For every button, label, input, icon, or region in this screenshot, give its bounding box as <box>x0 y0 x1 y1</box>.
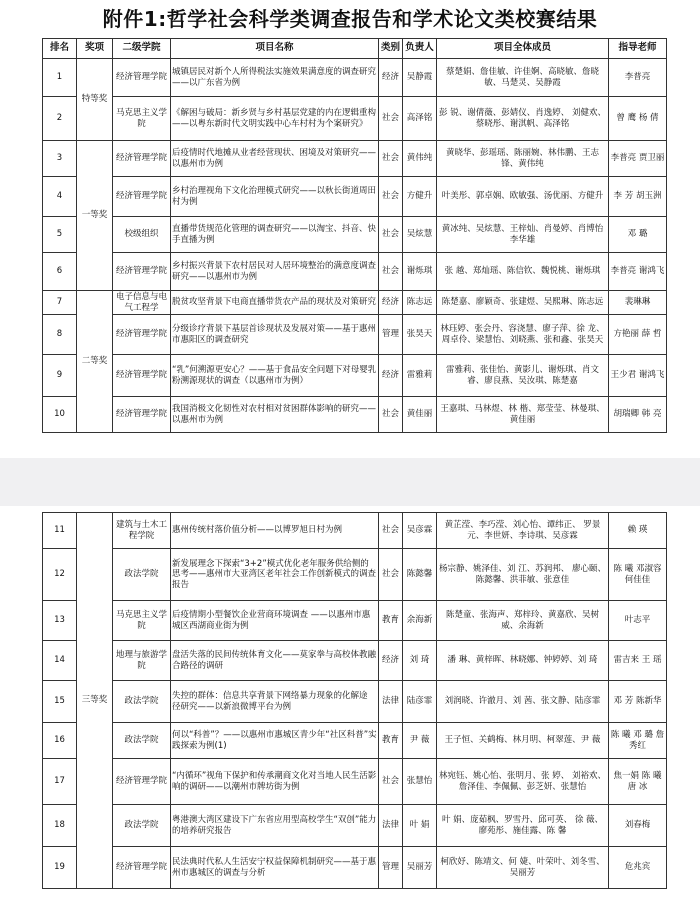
project-cell: 后疫情期小型餐饮企业营商环境调查 ——以惠州市惠城区西湖商业街为例 <box>171 601 379 641</box>
members-cell: 王子恒、关鹤梅、林月明、柯翠莲、尹 薇 <box>437 723 609 759</box>
table-row <box>43 291 667 315</box>
rank-cell: 5 <box>43 217 77 253</box>
table-row <box>43 141 667 177</box>
leader-cell: 高泽铭 <box>403 97 437 141</box>
header-college: 二级学院 <box>113 39 171 59</box>
college-cell: 经济管理学院 <box>113 59 171 97</box>
college-cell: 电子信息与电气工程学 <box>113 291 171 315</box>
project-cell: 脱贫攻坚背景下电商直播带货农产品的现状及对策研究 <box>171 291 379 315</box>
project-cell: 何以“科普”？——以惠州市惠城区青少年“社区科普”实践探索为例(1) <box>171 723 379 759</box>
table-row <box>43 723 667 759</box>
rank-cell: 8 <box>43 315 77 355</box>
advisor-cell: 邓 璐 <box>609 217 667 253</box>
members-cell: 柯欣妤、陈靖文、何 婕、叶荣叶、刘冬雪、吴丽芳 <box>437 847 609 889</box>
members-cell: 叶 娟、庞茹枫、罗雪丹、邱可英、 徐 薇、廖苑彤、施佳露、陈 馨 <box>437 805 609 847</box>
college-cell: 经济管理学院 <box>113 253 171 291</box>
rank-cell: 19 <box>43 847 77 889</box>
college-cell: 地理与旅游学院 <box>113 641 171 681</box>
members-cell: 林宛钰、姚心怡、张明月、张 婷、 刘裕欢、詹泽佳、李佩佩、彭芝妍、张慧怡 <box>437 759 609 805</box>
rank-cell: 12 <box>43 549 77 601</box>
category-cell: 社会 <box>379 513 403 549</box>
leader-cell: 陆彦霏 <box>403 681 437 723</box>
leader-cell: 吴丽芳 <box>403 847 437 889</box>
table-row <box>43 759 667 805</box>
leader-cell: 雷雅莉 <box>403 355 437 397</box>
category-cell: 经济 <box>379 59 403 97</box>
category-cell: 经济 <box>379 355 403 397</box>
leader-cell: 陈志远 <box>403 291 437 315</box>
members-cell: 杨宗静、姚泽佳、刘 江、苏润邦、 廖心颐、陈懿馨、洪菲敏、张意佳 <box>437 549 609 601</box>
table-row <box>43 681 667 723</box>
rank-cell: 17 <box>43 759 77 805</box>
leader-cell: 吴静霞 <box>403 59 437 97</box>
members-cell: 蔡楚娟、詹佳敏、许佳婀、高晓敏、詹晓敏、马楚灵、吴静霞 <box>437 59 609 97</box>
advisor-cell: 陈 曦 邓 璐 詹秀红 <box>609 723 667 759</box>
table-row <box>43 97 667 141</box>
category-cell: 社会 <box>379 97 403 141</box>
project-cell: “乳”何溯源更安心？——基于食品安全问题下对母婴乳粉溯源现状的调查（以惠州市为例） <box>171 355 379 397</box>
award-cell-first: 一等奖 <box>77 141 113 291</box>
college-cell: 建筑与土木工程学院 <box>113 513 171 549</box>
category-cell: 社会 <box>379 177 403 217</box>
header-advisor: 指导老师 <box>609 39 667 59</box>
members-cell: 黄芷滢、李巧滢、刘心怡、谭纬正、 罗景元、李世妍、李诗琪、吴彦霖 <box>437 513 609 549</box>
header-members: 项目全体成员 <box>437 39 609 59</box>
project-cell: 盘活失落的民间传统体育文化——莫家拳与高校体教融合路径的调研 <box>171 641 379 681</box>
table-row <box>43 513 667 549</box>
project-cell: 城镇居民对新个人所得税法实施效果满意度的调查研究 ——以广东省为例 <box>171 59 379 97</box>
rank-cell: 9 <box>43 355 77 397</box>
results-table-page-2 <box>42 512 667 889</box>
project-cell: 我国消极文化韧性对农村相对贫困群体影响的研究——以惠州市为例 <box>171 397 379 433</box>
project-cell: “内循环”视角下保护和传承潮商文化对当地人民生活影响的调研——以潮州市牌坊街为例 <box>171 759 379 805</box>
table-row <box>43 217 667 253</box>
leader-cell: 陈懿馨 <box>403 549 437 601</box>
leader-cell: 刘 琦 <box>403 641 437 681</box>
category-cell: 法律 <box>379 681 403 723</box>
category-cell: 管理 <box>379 315 403 355</box>
category-cell: 教育 <box>379 601 403 641</box>
rank-cell: 15 <box>43 681 77 723</box>
advisor-cell: 胡瑞卿 韩 亮 <box>609 397 667 433</box>
advisor-cell: 刘春梅 <box>609 805 667 847</box>
leader-cell: 谢烁琪 <box>403 253 437 291</box>
rank-cell: 14 <box>43 641 77 681</box>
leader-cell: 方健升 <box>403 177 437 217</box>
project-cell: 乡村振兴背景下农村居民对人居环境整治的满意度调查研究——以惠州市为例 <box>171 253 379 291</box>
leader-cell: 余海新 <box>403 601 437 641</box>
rank-cell: 1 <box>43 59 77 97</box>
leader-cell: 尹 薇 <box>403 723 437 759</box>
leader-cell: 张昊天 <box>403 315 437 355</box>
advisor-cell: 李普亮 <box>609 59 667 97</box>
leader-cell: 吴炫慧 <box>403 217 437 253</box>
advisor-cell: 裴琳琳 <box>609 291 667 315</box>
college-cell: 马克思主义学院 <box>113 601 171 641</box>
members-cell: 刘润晓、许澈月、刘 茜、张文静、陆彦霏 <box>437 681 609 723</box>
college-cell: 政法学院 <box>113 805 171 847</box>
project-cell: 民法典时代私人生活安宁权益保障机制研究——基于惠州市惠城区的调查与分析 <box>171 847 379 889</box>
rank-cell: 6 <box>43 253 77 291</box>
project-cell: 后疫情时代地摊从业者经营现状、困境及对策研究——以惠州市为例 <box>171 141 379 177</box>
project-cell: 粤港澳大湾区建设下广东省应用型高校学生“双创”能力的培养研究报告 <box>171 805 379 847</box>
category-cell: 社会 <box>379 253 403 291</box>
project-cell: 新发展理念下探索“3+2”模式优化老年服务供给侧的思考——惠州市大亚湾区老年社会工作创新模式的调查报告 <box>171 549 379 601</box>
award-cell-second: 二等奖 <box>77 291 113 433</box>
rank-cell: 2 <box>43 97 77 141</box>
rank-cell: 4 <box>43 177 77 217</box>
table-row <box>43 805 667 847</box>
table-row <box>43 601 667 641</box>
project-cell: 惠州传统村落价值分析——以博罗旭日村为例 <box>171 513 379 549</box>
leader-cell: 张慧怡 <box>403 759 437 805</box>
members-cell: 彭 锐、谢倩薇、彭婧仪、肖逸婷、 刘健欢、蔡晓彤、谢淇帆、高泽铭 <box>437 97 609 141</box>
category-cell: 经济 <box>379 291 403 315</box>
category-cell: 社会 <box>379 217 403 253</box>
members-cell: 林珏婷、张会丹、容浇慧、廖子萍、徐 龙、周卓伶、梁慧怡、刘晓燕、张和鑫、张昊天 <box>437 315 609 355</box>
table-row <box>43 253 667 291</box>
advisor-cell: 李 芳 胡玉洲 <box>609 177 667 217</box>
header-row <box>43 39 667 59</box>
leader-cell: 黄伟纯 <box>403 141 437 177</box>
college-cell: 经济管理学院 <box>113 355 171 397</box>
college-cell: 政法学院 <box>113 549 171 601</box>
advisor-cell: 陈 曦 邓淑容 何佳佳 <box>609 549 667 601</box>
members-cell: 黄冰纯、吴炫慧、王梓灿、肖曼婷、肖博怡 李华雄 <box>437 217 609 253</box>
project-cell: 《解困与破局：新乡贤与乡村基层党建的内在逻辑重构 ——以粤东新时代文明实践中心车村村为个案研究》 <box>171 97 379 141</box>
header-rank: 排名 <box>43 39 77 59</box>
advisor-cell: 李普亮 贾卫丽 <box>609 141 667 177</box>
project-cell: 分级诊疗背景下基层首诊现状及发展对策——基于惠州市惠阳区的调查研究 <box>171 315 379 355</box>
award-cell-third: 三等奖 <box>77 513 113 889</box>
project-cell: 失控的群体：信息共享背景下网络暴力现象的化解途 径研究——以新浪微博平台为例 <box>171 681 379 723</box>
rank-cell: 10 <box>43 397 77 433</box>
category-cell: 教育 <box>379 723 403 759</box>
table-row <box>43 59 667 97</box>
header-project: 项目名称 <box>171 39 379 59</box>
advisor-cell: 焦一娟 陈 曦 唐 冰 <box>609 759 667 805</box>
table-row <box>43 355 667 397</box>
category-cell: 社会 <box>379 549 403 601</box>
members-cell: 叶美彤、郭卓娴、欧敏强、汤优丽、方健升 <box>437 177 609 217</box>
college-cell: 马克思主义学院 <box>113 97 171 141</box>
header-leader: 负责人 <box>403 39 437 59</box>
advisor-cell: 王少君 谢鸿飞 <box>609 355 667 397</box>
rank-cell: 16 <box>43 723 77 759</box>
category-cell: 法律 <box>379 805 403 847</box>
category-cell: 社会 <box>379 759 403 805</box>
table-row <box>43 177 667 217</box>
college-cell: 政法学院 <box>113 681 171 723</box>
award-cell-special: 特等奖 <box>77 59 113 141</box>
category-cell: 社会 <box>379 397 403 433</box>
rank-cell: 7 <box>43 291 77 315</box>
rank-cell: 13 <box>43 601 77 641</box>
category-cell: 管理 <box>379 847 403 889</box>
members-cell: 张 越、郑灿瑶、陈信钦、魏悦桃、谢烁琪 <box>437 253 609 291</box>
members-cell: 黄晓华、彭瑶瑶、陈丽婉、林伟鹏、王志锋、黄伟纯 <box>437 141 609 177</box>
advisor-cell: 曾 鹰 杨 倩 <box>609 97 667 141</box>
members-cell: 潘 琳、黄梓晖、林晓娜、钟婷婷、刘 琦 <box>437 641 609 681</box>
members-cell: 王嘉琪、马林煜、林 楷、郑莹莹、林曼琪、黄佳丽 <box>437 397 609 433</box>
page-break <box>0 458 700 506</box>
advisor-cell: 赖 瑛 <box>609 513 667 549</box>
table-row <box>43 847 667 889</box>
page-title: 附件1:哲学社会科学类调查报告和学术论文类校赛结果 <box>102 7 598 31</box>
table-row <box>43 315 667 355</box>
rank-cell: 3 <box>43 141 77 177</box>
advisor-cell: 雷吉来 王 瑶 <box>609 641 667 681</box>
college-cell: 经济管理学院 <box>113 397 171 433</box>
project-cell: 乡村治理视角下文化治理模式研究——以秋长街道周田村为例 <box>171 177 379 217</box>
leader-cell: 叶 娟 <box>403 805 437 847</box>
college-cell: 经济管理学院 <box>113 141 171 177</box>
advisor-cell: 危兆宾 <box>609 847 667 889</box>
table-row <box>43 397 667 433</box>
table-row <box>43 641 667 681</box>
college-cell: 经济管理学院 <box>113 759 171 805</box>
table-row <box>43 549 667 601</box>
category-cell: 社会 <box>379 141 403 177</box>
rank-cell: 18 <box>43 805 77 847</box>
members-cell: 雷雅莉、张佳怡、黄影儿、谢烁琪、肖文睿、廖良燕、吴汝琪、陈楚嘉 <box>437 355 609 397</box>
members-cell: 陈楚嘉、廖颖奇、张建煜、吴熙琳、陈志远 <box>437 291 609 315</box>
college-cell: 经济管理学院 <box>113 177 171 217</box>
college-cell: 政法学院 <box>113 723 171 759</box>
leader-cell: 黄佳丽 <box>403 397 437 433</box>
category-cell: 经济 <box>379 641 403 681</box>
project-cell: 直播带货规范化管理的调查研究——以淘宝、抖音、快手直播为例 <box>171 217 379 253</box>
rank-cell: 11 <box>43 513 77 549</box>
college-cell: 校级组织 <box>113 217 171 253</box>
header-category: 类别 <box>379 39 403 59</box>
members-cell: 陈楚童、张海声、郑梓玲、黄嘉欣、吴树威、余海新 <box>437 601 609 641</box>
advisor-cell: 方艳丽 薛 哲 <box>609 315 667 355</box>
advisor-cell: 邓 芳 陈新华 <box>609 681 667 723</box>
advisor-cell: 叶志平 <box>609 601 667 641</box>
college-cell: 经济管理学院 <box>113 315 171 355</box>
leader-cell: 吴彦霖 <box>403 513 437 549</box>
results-table-page-1 <box>42 38 667 433</box>
advisor-cell: 李普亮 谢鸿飞 <box>609 253 667 291</box>
college-cell: 经济管理学院 <box>113 847 171 889</box>
header-award: 奖项 <box>77 39 113 59</box>
